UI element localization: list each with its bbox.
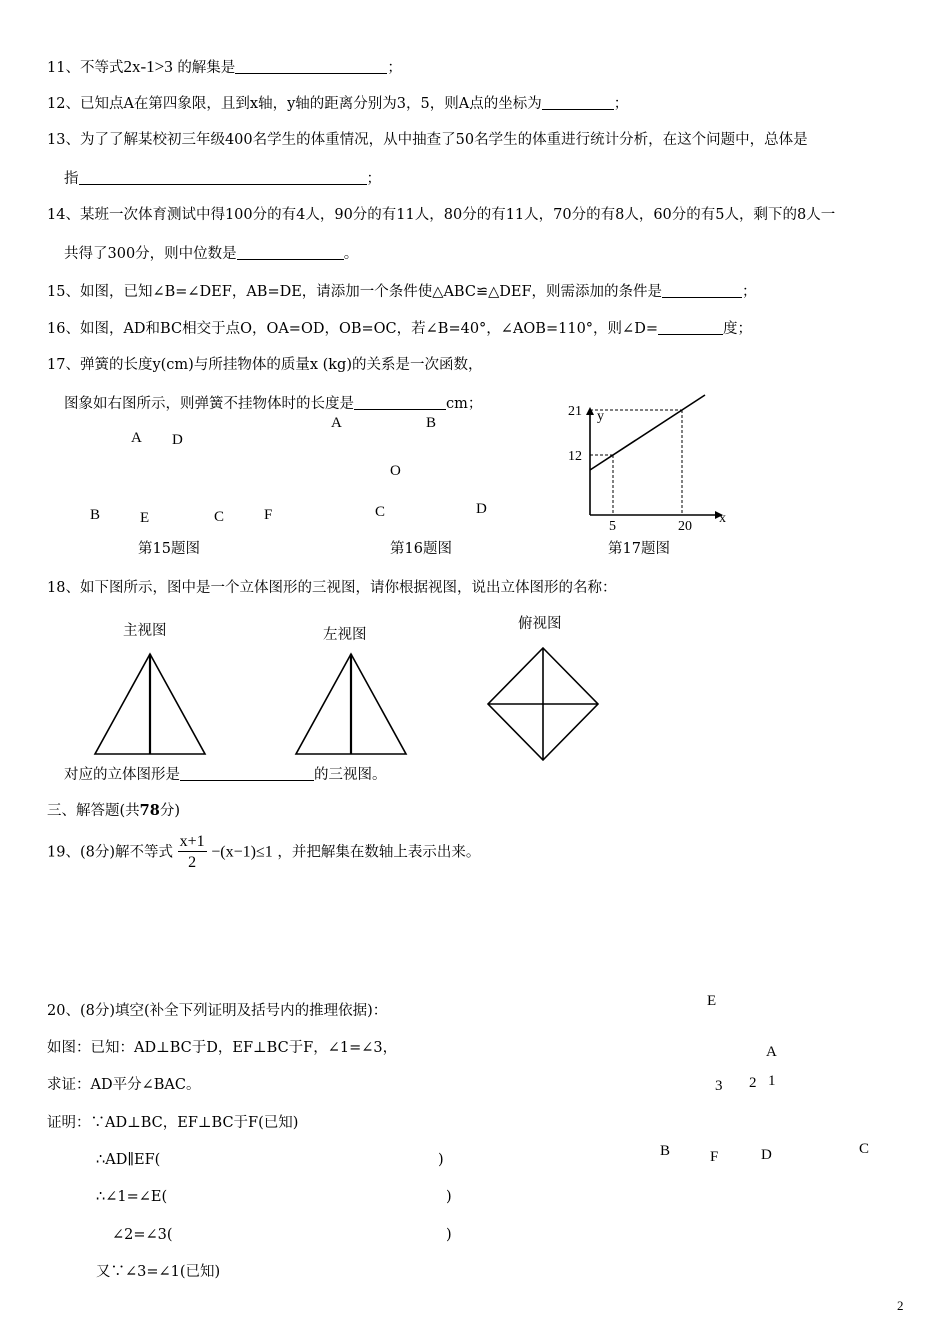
fig20-label-e: E bbox=[707, 993, 717, 1009]
fig20-label-c: C bbox=[859, 1141, 870, 1157]
fig17-chart bbox=[565, 405, 725, 535]
top-view-label: 俯视图 bbox=[518, 616, 562, 632]
proof-step-2: ∴∠1=∠E( bbox=[96, 1189, 168, 1205]
section-3-points: 78 bbox=[139, 802, 160, 819]
q16-text: 16、如图，AD和BC相交于点O，OA=OD，OB=OC，若∠B=40°，∠AOB=110°，则∠D= bbox=[47, 321, 658, 337]
question-20-title: 20、(8分)填空(补全下列证明及括号内的推理依据)： bbox=[47, 1003, 388, 1019]
proof-step-2-close: ) bbox=[446, 1189, 452, 1205]
three-views-figure bbox=[0, 640, 950, 780]
fig20-label-2: 2 bbox=[749, 1075, 757, 1091]
fig16-label-b: B bbox=[426, 415, 437, 431]
x-tick-label-5: 5 bbox=[609, 519, 616, 534]
q19-expression: −(x−1)≤1 bbox=[211, 843, 273, 861]
fig20-label-a: A bbox=[766, 1044, 777, 1060]
q18-answer-blank[interactable] bbox=[180, 766, 314, 781]
fig15-caption: 第15题图 bbox=[138, 541, 200, 557]
q13-line2-text: 指 bbox=[64, 171, 79, 187]
proof-step-3: ∠2=∠3( bbox=[112, 1227, 173, 1243]
fig15-label-c: C bbox=[214, 509, 225, 525]
q12-end: ； bbox=[613, 96, 629, 112]
q14-end: 。 bbox=[343, 246, 359, 262]
fig16-label-c: C bbox=[375, 504, 386, 520]
question-13-line2 bbox=[64, 170, 381, 187]
fig20-label-d: D bbox=[761, 1147, 772, 1163]
q18-answer-line bbox=[64, 766, 387, 783]
q17-line2-text: 图象如右图所示，则弹簧不挂物体时的长度是 bbox=[64, 396, 354, 412]
left-view-label: 左视图 bbox=[323, 627, 367, 643]
q11-mid: 的解集是 bbox=[177, 60, 236, 76]
y-axis-label: y bbox=[597, 409, 604, 424]
fig16-label-o: O bbox=[390, 463, 401, 479]
fig16-caption: 第16题图 bbox=[390, 541, 452, 557]
q12-text: 12、已知点A在第四象限，且到x轴，y轴的距离分别为3，5，则A点的坐标为 bbox=[47, 96, 542, 112]
q15-answer-blank[interactable] bbox=[662, 283, 742, 298]
question-14-line1: 14、某班一次体育测试中得100分的有4人，90分的有11人，80分的有11人，70分的有8人，60分的有5人，剩下的8人一 bbox=[47, 207, 836, 223]
q11-end: ； bbox=[387, 60, 402, 76]
question-20-given: 如图：已知：AD⊥BC于D，EF⊥BC于F，∠1=∠3， bbox=[47, 1040, 398, 1056]
x-axis-label: x bbox=[719, 511, 726, 526]
q18-answer-suffix: 的三视图。 bbox=[314, 767, 387, 783]
fig15-label-b: B bbox=[90, 507, 101, 523]
series-line bbox=[590, 395, 705, 470]
y-tick-label-12: 12 bbox=[568, 449, 582, 464]
section-3-heading bbox=[47, 804, 180, 819]
fig20-label-3: 3 bbox=[715, 1078, 723, 1094]
y-axis-arrow bbox=[586, 407, 594, 415]
question-18: 18、如下图所示，图中是一个立体图形的三视图，请你根据视图，说出立体图形的名称： bbox=[47, 580, 617, 596]
question-20-prove: 求证：AD平分∠BAC。 bbox=[47, 1077, 201, 1093]
q15-text: 15、如图，已知∠B=∠DEF，AB=DE，请添加一个条件使△ABC≌△DEF，则需添加的条件是 bbox=[47, 284, 663, 300]
question-15 bbox=[47, 283, 757, 300]
page-number: 2 bbox=[897, 1298, 904, 1313]
q11-prefix: 11、不等式 bbox=[47, 60, 124, 76]
fig15-label-f: F bbox=[264, 507, 273, 523]
question-14-line2 bbox=[64, 245, 358, 262]
section-3-suffix: 分) bbox=[159, 803, 181, 819]
q13-end: ； bbox=[366, 171, 381, 187]
fig16-label-a: A bbox=[331, 415, 342, 431]
question-13-line1: 13、为了了解某校初三年级400名学生的体重情况，从中抽查了50名学生的体重进行统计分析，在这个问题中，总体是 bbox=[47, 132, 808, 148]
question-17-line2 bbox=[64, 395, 482, 412]
q13-answer-blank[interactable] bbox=[79, 170, 367, 185]
fig15-label-d: D bbox=[172, 432, 183, 448]
q14-answer-blank[interactable] bbox=[237, 245, 344, 260]
section-3-prefix: 三、解答题(共 bbox=[47, 803, 140, 819]
q14-line2-text: 共得了300分，则中位数是 bbox=[64, 246, 237, 262]
fig16-label-d: D bbox=[476, 501, 487, 517]
question-19 bbox=[47, 834, 480, 871]
q19-fraction bbox=[178, 834, 207, 871]
q11-expression: 2x-1>3 bbox=[123, 57, 173, 76]
front-view-label: 主视图 bbox=[123, 623, 167, 639]
question-12 bbox=[47, 95, 628, 112]
question-17-line1: 17、弹簧的长度y(cm)与所挂物体的质量x (kg)的关系是一次函数， bbox=[47, 357, 483, 373]
q17-end: cm； bbox=[446, 396, 483, 412]
fig17-caption: 第17题图 bbox=[608, 541, 670, 557]
q18-answer-prefix: 对应的立体图形是 bbox=[64, 767, 180, 783]
fig20-label-1: 1 bbox=[768, 1073, 776, 1089]
x-tick-label-20: 20 bbox=[678, 519, 692, 534]
q19-suffix: ，并把解集在数轴上表示出来。 bbox=[277, 844, 481, 861]
proof-step-1: ∴AD∥EF( bbox=[96, 1152, 161, 1168]
y-tick-label-21: 21 bbox=[568, 404, 582, 419]
q16-answer-blank[interactable] bbox=[658, 320, 723, 335]
proof-step-1-close: ) bbox=[438, 1152, 444, 1168]
proof-step-3-close: ) bbox=[446, 1227, 452, 1243]
q19-denominator: 2 bbox=[188, 854, 197, 871]
fig15-label-a: A bbox=[131, 430, 142, 446]
q17-answer-blank[interactable] bbox=[354, 395, 446, 410]
q19-numerator: x+1 bbox=[179, 833, 205, 850]
q11-answer-blank[interactable] bbox=[235, 59, 387, 74]
fig15-label-e: E bbox=[140, 510, 150, 526]
q12-answer-blank[interactable] bbox=[542, 95, 614, 110]
question-11 bbox=[47, 58, 402, 76]
q16-end: 度； bbox=[722, 321, 752, 337]
question-16 bbox=[47, 320, 752, 337]
q19-prefix: 19、(8分)解不等式 bbox=[47, 844, 173, 861]
fig20-label-b: B bbox=[660, 1143, 671, 1159]
q15-end: ； bbox=[742, 284, 757, 300]
proof-step-4: 又∵∠3=∠1(已知) bbox=[96, 1264, 221, 1280]
fig20-label-f: F bbox=[710, 1149, 719, 1165]
question-20-proof-start: 证明：∵AD⊥BC，EF⊥BC于F(已知) bbox=[47, 1115, 299, 1131]
